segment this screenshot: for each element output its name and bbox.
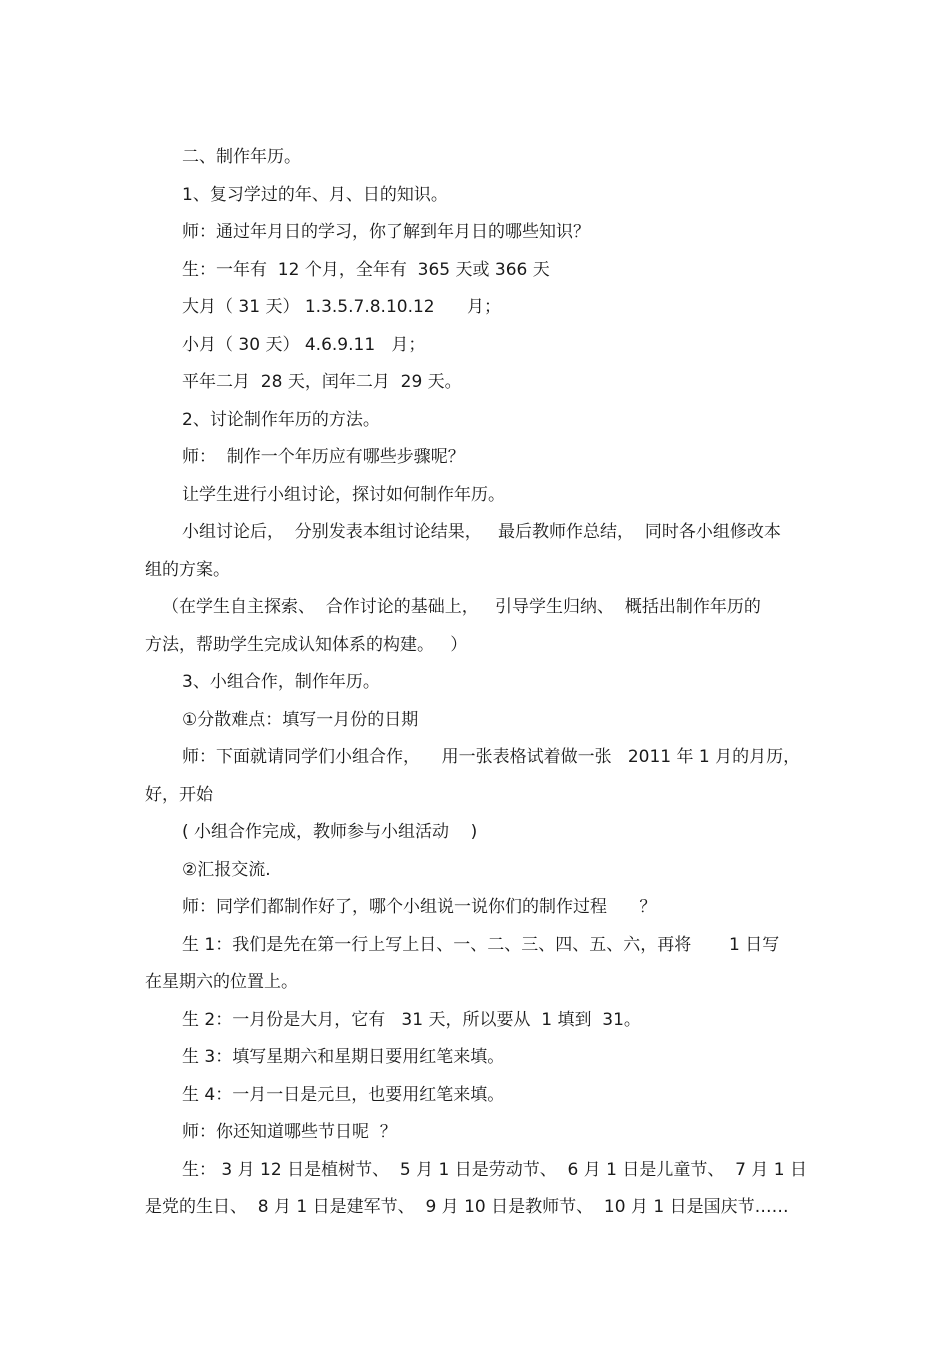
step-heading: 3、小组合作，制作年历。 <box>182 672 380 692</box>
paragraph-line: 平年二月 28 天，闰年二月 29 天。 <box>182 372 462 392</box>
paragraph-line: 生： 3 月 12 日是植树节、 5 月 1 日是劳动节、 6 月 1 日是儿童节、 7 月 1 日 <box>182 1160 808 1180</box>
paragraph-line: 是党的生日、 8 月 1 日是建军节、 9 月 10 日是教师节、 10 月 1 日是国庆节…… <box>145 1197 789 1217</box>
paragraph-line: 方法，帮助学生完成认知体系的构建。 ） <box>145 635 468 655</box>
paragraph-line: 师：你还知道哪些节日呢 ？ <box>182 1122 397 1142</box>
paragraph-line: 让学生进行小组讨论，探讨如何制作年历。 <box>182 485 505 505</box>
paragraph-line: 师：同学们都制作好了，哪个小组说一说你们的制作过程 ？ <box>182 897 657 917</box>
paragraph-line: 师：通过年月日的学习，你了解到年月日的哪些知识？ <box>182 222 590 242</box>
paragraph-line: 小组讨论后， 分别发表本组讨论结果， 最后教师作总结， 同时各小组修改本 <box>182 522 781 542</box>
paragraph-line: （在学生自主探索、 合作讨论的基础上， 引导学生归纳、 概括出制作年历的 <box>162 597 761 617</box>
paragraph-line: 生 3：填写星期六和星期日要用红笔来填。 <box>182 1047 505 1067</box>
paragraph-line: ( 小组合作完成，教师参与小组活动 ) <box>182 822 478 842</box>
paragraph-line: ②汇报交流. <box>182 860 271 880</box>
paragraph-line: 生 2：一月份是大月，它有 31 天，所以要从 1 填到 31。 <box>182 1010 641 1030</box>
paragraph-line: 组的方案。 <box>145 560 230 580</box>
paragraph-line: 好，开始 <box>145 785 213 805</box>
step-heading: 1、复习学过的年、月、日的知识。 <box>182 185 448 205</box>
step-heading: 2、讨论制作年历的方法。 <box>182 410 380 430</box>
paragraph-line: 师： 制作一个年历应有哪些步骤呢？ <box>182 447 465 467</box>
paragraph-line: 小月（ 30 天） 4.6.9.11 月； <box>182 335 426 355</box>
paragraph-line: ①分散难点：填写一月份的日期 <box>182 710 419 730</box>
paragraph-line: 生：一年有 12 个月，全年有 365 天或 366 天 <box>182 260 550 280</box>
paragraph-line: 生 1：我们是先在第一行上写上日、一、二、三、四、五、六，再将 1 日写 <box>182 935 780 955</box>
paragraph-line: 师：下面就请同学们小组合作， 用一张表格试着做一张 2011 年 1 月的月历， <box>182 747 801 767</box>
paragraph-line: 生 4：一月一日是元旦，也要用红笔来填。 <box>182 1085 505 1105</box>
section-heading: 二、制作年历。 <box>182 147 301 167</box>
paragraph-line: 在星期六的位置上。 <box>145 972 298 992</box>
paragraph-line: 大月（ 31 天） 1.3.5.7.8.10.12 月； <box>182 297 502 317</box>
